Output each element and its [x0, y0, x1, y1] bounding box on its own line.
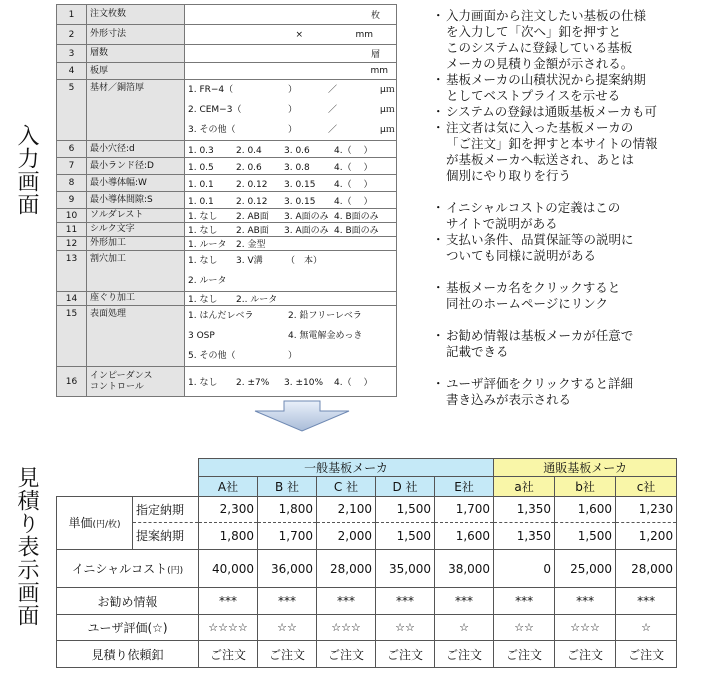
spec-value-line — [188, 160, 393, 173]
spec-item-label: 座ぐり加工 — [90, 293, 136, 303]
bullet-icon: ・ — [432, 104, 445, 119]
bullet-icon: ・ — [432, 72, 445, 87]
spec-row-item — [87, 45, 185, 63]
initial-cost: 38,000 — [435, 549, 494, 588]
spec-option: μｍ — [380, 105, 395, 115]
note-line: システムの登録は通販基板メーカも可 — [446, 104, 658, 119]
recommend-info-label: お勧め情報 — [57, 588, 199, 615]
spec-option: ） — [288, 351, 298, 361]
spec-row-value[interactable] — [185, 175, 397, 192]
spec-row-number: 1 — [57, 5, 87, 25]
bullet-icon: ・ — [432, 8, 445, 23]
spec-row-number: 11 — [57, 223, 87, 237]
spec-option: 2. 鉛フリーレベラ — [288, 311, 362, 321]
user-rating-link[interactable]: ☆☆☆ — [555, 614, 616, 641]
spec-option: 1. なし — [188, 256, 218, 266]
proposed-price: 1,500 — [376, 523, 435, 550]
note-line: サイトで説明がある — [446, 216, 558, 231]
spec-option: 1. なし — [188, 378, 218, 388]
spec-option: 4.（ ） — [334, 378, 373, 388]
notes-list — [432, 8, 700, 408]
user-rating-link[interactable]: ☆☆☆☆ — [199, 614, 258, 641]
spec-option: ） — [288, 85, 298, 95]
bullet-icon: ・ — [432, 200, 445, 215]
company-name-link[interactable]: C 社 — [317, 477, 376, 496]
spec-row-number: 4 — [57, 63, 87, 80]
spec-row-item — [87, 175, 185, 192]
note-line: このシステムに登録している基板 — [446, 40, 633, 55]
note-line: としてベストプライスを示せる — [446, 88, 621, 103]
spec-row — [57, 237, 397, 251]
spec-item-label: 板厚 — [90, 65, 109, 76]
spec-row — [57, 158, 397, 175]
order-button[interactable]: ご注文 — [616, 641, 677, 668]
spec-item-label: コントロール — [90, 381, 144, 392]
specified-delivery-label: 指定納期 — [133, 496, 199, 523]
bullet-icon: ・ — [432, 328, 445, 343]
user-rating-link[interactable]: ☆ — [616, 614, 677, 641]
spec-option: 1. なし — [188, 226, 218, 236]
spec-value-line — [188, 306, 393, 326]
spec-option: 3. 0.15 — [284, 179, 316, 190]
spec-row-value[interactable] — [185, 192, 397, 209]
proposed-delivery-label: 提案納期 — [133, 523, 199, 550]
spec-row-item — [87, 209, 185, 223]
company-name-link[interactable]: B 社 — [258, 477, 317, 496]
down-arrow-icon — [252, 400, 352, 432]
spec-option: μｍ — [380, 125, 395, 135]
proposed-price: 1,500 — [555, 523, 616, 550]
initial-cost-label: イニシャルコスト(円) — [57, 549, 199, 588]
spec-option: ／ — [328, 125, 338, 135]
spec-row-item — [87, 25, 185, 45]
spec-option: 2. AB面 — [236, 212, 269, 222]
spec-option: 3. 0.8 — [284, 162, 310, 173]
spec-item-label: 外形寸法 — [90, 29, 127, 39]
company-name-link[interactable]: A社 — [199, 477, 258, 496]
note-item — [432, 104, 700, 120]
spec-option: 4. B面のみ — [334, 226, 379, 236]
spec-value-line — [188, 143, 393, 156]
spec-row-value[interactable] — [185, 80, 397, 141]
spec-option: 1. 0.3 — [188, 145, 214, 156]
spec-value-line — [188, 8, 393, 21]
spec-row-value[interactable] — [185, 306, 397, 367]
spec-row-number: 3 — [57, 45, 87, 63]
spec-row — [57, 192, 397, 209]
order-button[interactable]: ご注文 — [376, 641, 435, 668]
note-line: 記載できる — [446, 344, 509, 359]
spec-item-label: 注文枚数 — [90, 9, 127, 19]
specified-price: 1,350 — [494, 496, 555, 523]
proposed-price: 1,350 — [494, 523, 555, 550]
recommend-info: *** — [317, 588, 376, 615]
spec-row-number: 15 — [57, 306, 87, 367]
spec-value-line — [188, 100, 393, 120]
specified-price: 1,600 — [555, 496, 616, 523]
spec-option: 1. 0.1 — [188, 196, 214, 207]
spec-row-value[interactable] — [185, 158, 397, 175]
bullet-icon: ・ — [432, 280, 445, 295]
spec-row-number: 12 — [57, 237, 87, 251]
spec-row — [57, 209, 397, 223]
spec-form-table — [56, 4, 397, 397]
spec-row-number: 13 — [57, 251, 87, 292]
spec-option: 5. その他（ — [188, 351, 236, 361]
spec-row-value[interactable] — [185, 141, 397, 158]
spec-option: 4.（ ） — [334, 179, 373, 190]
spec-row — [57, 251, 397, 292]
recommend-info: *** — [555, 588, 616, 615]
spec-value-line — [188, 66, 393, 76]
specified-price: 1,800 — [258, 496, 317, 523]
note-line: メーカの見積り金額が示される。 — [446, 56, 634, 71]
spec-option: 3. A面のみ — [284, 226, 329, 236]
spec-option: 3. V溝 — [236, 256, 263, 266]
spec-value-line — [188, 251, 393, 271]
spec-row — [57, 80, 397, 141]
unit-price-label: 単価(円/枚) — [57, 496, 133, 549]
spec-row-value[interactable] — [185, 223, 397, 237]
recommend-info: *** — [435, 588, 494, 615]
proposed-price: 1,600 — [435, 523, 494, 550]
recommend-info: *** — [258, 588, 317, 615]
note-line: が基板メーカへ転送され、あとは — [446, 152, 635, 167]
spec-option: 4.（ ） — [334, 162, 373, 173]
spec-option: mm — [370, 66, 388, 76]
spec-row — [57, 175, 397, 192]
spec-row-item — [87, 251, 185, 292]
spec-row-value[interactable] — [185, 45, 397, 63]
initial-cost: 36,000 — [258, 549, 317, 588]
spec-value-line — [188, 47, 393, 60]
spec-row-number: 5 — [57, 80, 87, 141]
spec-option: 1. 0.5 — [188, 162, 214, 173]
spec-row-item — [87, 367, 185, 397]
proposed-price: 1,200 — [616, 523, 677, 550]
specified-price: 2,300 — [199, 496, 258, 523]
note-item — [432, 120, 700, 184]
spec-option: 2. 0.12 — [236, 196, 268, 207]
spec-option: 2. AB面 — [236, 226, 269, 236]
spec-item-label: 外形加工 — [90, 238, 127, 248]
spec-option: 3. その他（ — [188, 125, 236, 135]
spec-option: 層 — [370, 50, 380, 60]
spec-row-value[interactable] — [185, 237, 397, 251]
spec-row-number: 16 — [57, 367, 87, 397]
spec-value-line — [188, 292, 393, 305]
spec-value-line — [188, 80, 393, 100]
spec-option: 2. 0.4 — [236, 145, 262, 156]
spec-row-number: 10 — [57, 209, 87, 223]
bullet-icon: ・ — [432, 120, 445, 135]
bullet-icon: ・ — [432, 232, 445, 247]
spec-option: 3. ±10% — [284, 378, 323, 388]
spec-item-label: シルク文字 — [90, 224, 135, 234]
note-line: お勧め情報は基板メーカが任意で — [446, 328, 634, 343]
spec-row-value[interactable] — [185, 367, 397, 397]
note-line: イニシャルコストの定義はこの — [446, 200, 621, 215]
spec-item-label: 基材／銅箔厚 — [90, 83, 145, 93]
spec-row-number: 14 — [57, 292, 87, 306]
spec-item-label: 最小ランド径:D — [90, 160, 154, 171]
note-item — [432, 328, 700, 360]
user-rating-link[interactable]: ☆ — [435, 614, 494, 641]
note-line: 注文者は気に入った基板メーカの — [446, 120, 634, 135]
user-rating-link[interactable]: ☆☆ — [494, 614, 555, 641]
note-item — [432, 376, 700, 408]
spec-row-number: 9 — [57, 192, 87, 209]
specified-price: 1,700 — [435, 496, 494, 523]
recommend-info: *** — [494, 588, 555, 615]
spec-option: （ 本） — [286, 256, 323, 266]
company-name-link[interactable]: a社 — [494, 477, 555, 496]
spec-value-line — [188, 346, 393, 366]
spec-row-item — [87, 223, 185, 237]
spec-item-label: 表面処理 — [90, 309, 127, 319]
spec-row — [57, 45, 397, 63]
user-rating-link[interactable]: ☆☆ — [258, 614, 317, 641]
spec-row-value[interactable] — [185, 251, 397, 292]
spec-row-item — [87, 306, 185, 367]
user-rating-link[interactable]: ☆☆☆ — [317, 614, 376, 641]
spec-value-line — [188, 271, 393, 291]
recommend-info: *** — [199, 588, 258, 615]
order-button[interactable]: ご注文 — [258, 641, 317, 668]
initial-cost: 0 — [494, 549, 555, 588]
spec-option: 2.. ルータ — [236, 295, 278, 305]
spec-row-value[interactable] — [185, 209, 397, 223]
initial-cost: 28,000 — [317, 549, 376, 588]
spec-option: ） — [288, 125, 298, 135]
spec-option: 4.（ ） — [334, 196, 373, 207]
spec-option: 3. 0.6 — [284, 145, 310, 156]
order-button[interactable]: ご注文 — [199, 641, 258, 668]
spec-item-label: インピーダンス — [90, 370, 153, 381]
user-rating-label: ユーザ評価(☆) — [57, 614, 199, 641]
spec-row-number: 2 — [57, 25, 87, 45]
spec-row-item — [87, 80, 185, 141]
user-rating-link[interactable]: ☆☆ — [376, 614, 435, 641]
input-screen-label: 入力画面 — [14, 124, 39, 216]
initial-cost: 35,000 — [376, 549, 435, 588]
spec-item-label: 最小導体幅:W — [90, 177, 147, 188]
initial-cost: 25,000 — [555, 549, 616, 588]
spec-option: 4. 無電解金めっき — [288, 331, 363, 341]
spec-value-line — [188, 120, 393, 140]
spec-option: 1. ルータ — [188, 240, 227, 250]
quote-request-label: 見積り依頼釦 — [57, 641, 199, 668]
note-line: 個別にやり取りを行う — [446, 168, 572, 183]
order-button[interactable]: ご注文 — [555, 641, 616, 668]
spec-value-line — [188, 375, 393, 388]
spec-row-value[interactable] — [185, 5, 397, 25]
specified-price: 2,100 — [317, 496, 376, 523]
spec-option: 1. なし — [188, 212, 218, 222]
spec-option: ／ — [328, 85, 338, 95]
note-line: 入力画面から注文したい基板の仕様 — [446, 8, 647, 23]
spec-option: 3. 0.15 — [284, 196, 316, 207]
proposed-price: 1,800 — [199, 523, 258, 550]
note-item — [432, 72, 700, 104]
spec-value-line — [188, 194, 393, 207]
company-name-link[interactable]: E社 — [435, 477, 494, 496]
spec-value-line — [188, 177, 393, 190]
spec-item-label: 最小穴径:d — [90, 143, 135, 154]
note-line: 基板メーカの山積状況から提案納期 — [446, 72, 646, 87]
note-line: 同社のホームページにリンク — [446, 296, 609, 311]
spec-row-number: 7 — [57, 158, 87, 175]
spec-row — [57, 292, 397, 306]
company-name-link[interactable]: D 社 — [376, 477, 435, 496]
spec-row — [57, 223, 397, 237]
spec-option: ） — [288, 105, 298, 115]
note-item — [432, 280, 700, 312]
spec-value-line — [188, 326, 393, 346]
spec-row-item — [87, 63, 185, 80]
bullet-icon: ・ — [432, 376, 445, 391]
proposed-price: 1,700 — [258, 523, 317, 550]
spec-row-item — [87, 237, 185, 251]
spec-option: 2. ルータ — [188, 276, 227, 286]
initial-cost: 40,000 — [199, 549, 258, 588]
specified-price: 1,500 — [376, 496, 435, 523]
note-line: ユーザ評価をクリックすると詳細 — [446, 376, 634, 391]
note-line: 「ご注文」釦を押すと本サイトの情報 — [446, 136, 658, 151]
company-name-link[interactable]: b社 — [555, 477, 616, 496]
note-item — [432, 232, 700, 264]
note-line: ついても同様に説明がある — [446, 248, 597, 263]
spec-row-value[interactable] — [185, 292, 397, 306]
spec-item-label: ソルダレスト — [90, 210, 144, 220]
spec-option: 2. 金型 — [236, 240, 266, 250]
spec-item-label: 層数 — [90, 48, 109, 58]
spec-value-line — [188, 223, 393, 236]
spec-row — [57, 141, 397, 158]
spec-row-item — [87, 292, 185, 306]
spec-option: 枚 — [370, 11, 380, 21]
spec-row-number: 6 — [57, 141, 87, 158]
company-name-link[interactable]: c社 — [616, 477, 677, 496]
note-item — [432, 200, 700, 232]
spec-row-number: 8 — [57, 175, 87, 192]
spec-option: 1. はんだレベラ — [188, 311, 254, 321]
specified-price: 1,230 — [616, 496, 677, 523]
spec-option: ／ — [328, 105, 338, 115]
spec-option: 1. FR−4（ — [188, 85, 234, 95]
spec-value-line — [188, 30, 393, 40]
spec-option: 3. A面のみ — [284, 212, 329, 222]
spec-row-value[interactable] — [185, 25, 397, 45]
spec-option: × — [295, 29, 303, 40]
note-line: 支払い条件、品質保証等の説明に — [446, 232, 634, 247]
spec-option: mm — [355, 29, 373, 40]
spec-row — [57, 367, 397, 397]
spec-option: 2. CEM−3（ — [188, 105, 242, 115]
note-item — [432, 8, 700, 72]
spec-item-label: 割穴加工 — [90, 254, 127, 264]
spec-option: 2. 0.12 — [236, 179, 268, 190]
spec-option: 3 OSP — [188, 331, 215, 341]
spec-value-line — [188, 237, 393, 250]
recommend-info: *** — [376, 588, 435, 615]
group-general-header: 一般基板メーカ — [199, 459, 494, 477]
spec-item-label: 最小導体間隙:S — [90, 194, 153, 205]
order-button[interactable]: ご注文 — [494, 641, 555, 668]
spec-option: 1. なし — [188, 295, 218, 305]
spec-row-item — [87, 141, 185, 158]
spec-row — [57, 5, 397, 25]
spec-row-value[interactable] — [185, 63, 397, 80]
note-line: 書き込みが表示される — [446, 392, 572, 407]
spec-value-line — [188, 209, 393, 222]
spec-option: 1. 0.1 — [188, 179, 214, 190]
proposed-price: 2,000 — [317, 523, 376, 550]
recommend-info: *** — [616, 588, 677, 615]
quote-screen-label: 見積り表示画面 — [14, 466, 39, 627]
initial-cost: 28,000 — [616, 549, 677, 588]
spec-row — [57, 25, 397, 45]
spec-row-item — [87, 5, 185, 25]
spec-option: 4.（ ） — [334, 145, 373, 156]
spec-row-item — [87, 158, 185, 175]
order-button[interactable]: ご注文 — [317, 641, 376, 668]
group-mail-order-header: 通販基板メーカ — [494, 459, 677, 477]
spec-option: 4. B面のみ — [334, 212, 379, 222]
spec-option: 2. ±7% — [236, 378, 270, 388]
note-line: を入力して「次へ」釦を押すと — [446, 24, 622, 39]
spec-option: 2. 0.6 — [236, 162, 262, 173]
order-button[interactable]: ご注文 — [435, 641, 494, 668]
spec-row — [57, 63, 397, 80]
note-line: 基板メーカ名をクリックすると — [446, 280, 621, 295]
spec-option: μｍ — [380, 85, 395, 95]
spec-row — [57, 306, 397, 367]
quote-table — [56, 458, 677, 668]
spec-row-item — [87, 192, 185, 209]
